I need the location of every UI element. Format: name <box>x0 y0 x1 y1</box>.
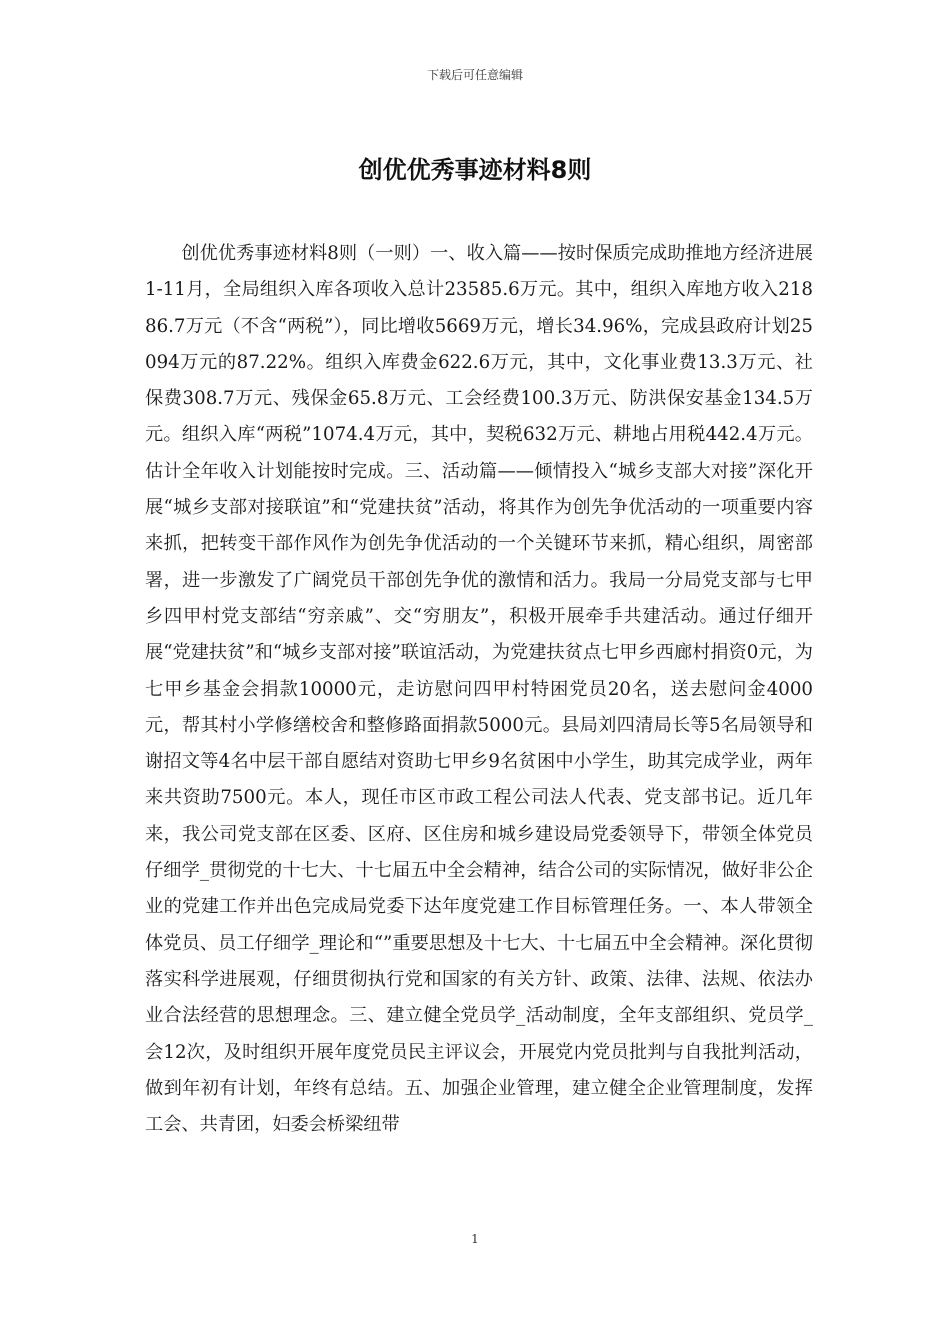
header-note: 下载后可任意编辑 <box>426 68 523 82</box>
document-title: 创优优秀事迹材料8则 <box>358 156 592 184</box>
page-number: 1 <box>471 1232 479 1246</box>
body-paragraph: 创优优秀事迹材料8则（一则）一、收入篇——按时保质完成助推地方经济进展1-11月，全局组织入库各项收入总计23585.6万元。其中，组织入库地方收入21886.7万元（不含“两税”），同比增收5669万元，增长34.96%，完成县政府计划25094万元的87.22%。组织入库费金622.6万元，其中，文化事业费13.3万元、社保费308.7万元、残保金65.8万元、工会经费100.3万元、防洪保安基金134.5万元。组织入库“两税”1074.4万元，其中，契税632万元、耕地占用税442.4万元。估计全年收入计划能按时完成。三、活动篇——倾情投入“城乡支部大对接”深化开展“城乡支部对接联谊”和“党建扶贫”活动，将其作为创先争优活动的一项重要内容来抓，把转变干部作风作为创先争优活动的一个关键环节来抓，精心组织，周密部署，进一步激发了广阔党员干部创先争优的激情和活力。我局一分局党支部与七甲乡四甲村党支部结“穷亲戚”、交“穷朋友”，积极开展牵手共建活动。通过仔细开展“党建扶贫”和“城乡支部对接”联谊活动，为党建扶贫点七甲乡西廊村捐资0元，为七甲乡基金会捐款10000元，走访慰问四甲村特困党员20名，送去慰问金4000元，帮其村小学修缮校舍和整修路面捐款5000元。县局刘四清局长等5名局领导和谢招文等4名中层干部自愿结对资助七甲乡9名贫困中小学生，助其完成学业，两年来共资助7500元。本人，现任市区市政工程公司法人代表、党支部书记。近几年来，我公司党支部在区委、区府、区住房和城乡建设局党委领导下，带领全体党员仔细学_贯彻党的十七大、十七届五中全会精神，结合公司的实际情况，做好非公企业的党建工作并出色完成局党委下达年度党建工作目标管理任务。一、本人带领全体党员、员工仔细学_理论和“”重要思想及十七大、十七届五中全会精神。深化贯彻落实科学进展观，仔细贯彻执行党和国家的有关方针、政策、法律、法规、依法办业合法经营的思想理念。三、建立健全党员学_活动制度，全年支部组织、党员学_会12次，及时组织开展年度党员民主评议会，开展党内党员批判与自我批判活动，做到年初有计划，年终有总结。五、加强企业管理，建立健全企业管理制度，发挥工会、共青团，妇委会桥梁纽带 <box>145 243 813 1136</box>
